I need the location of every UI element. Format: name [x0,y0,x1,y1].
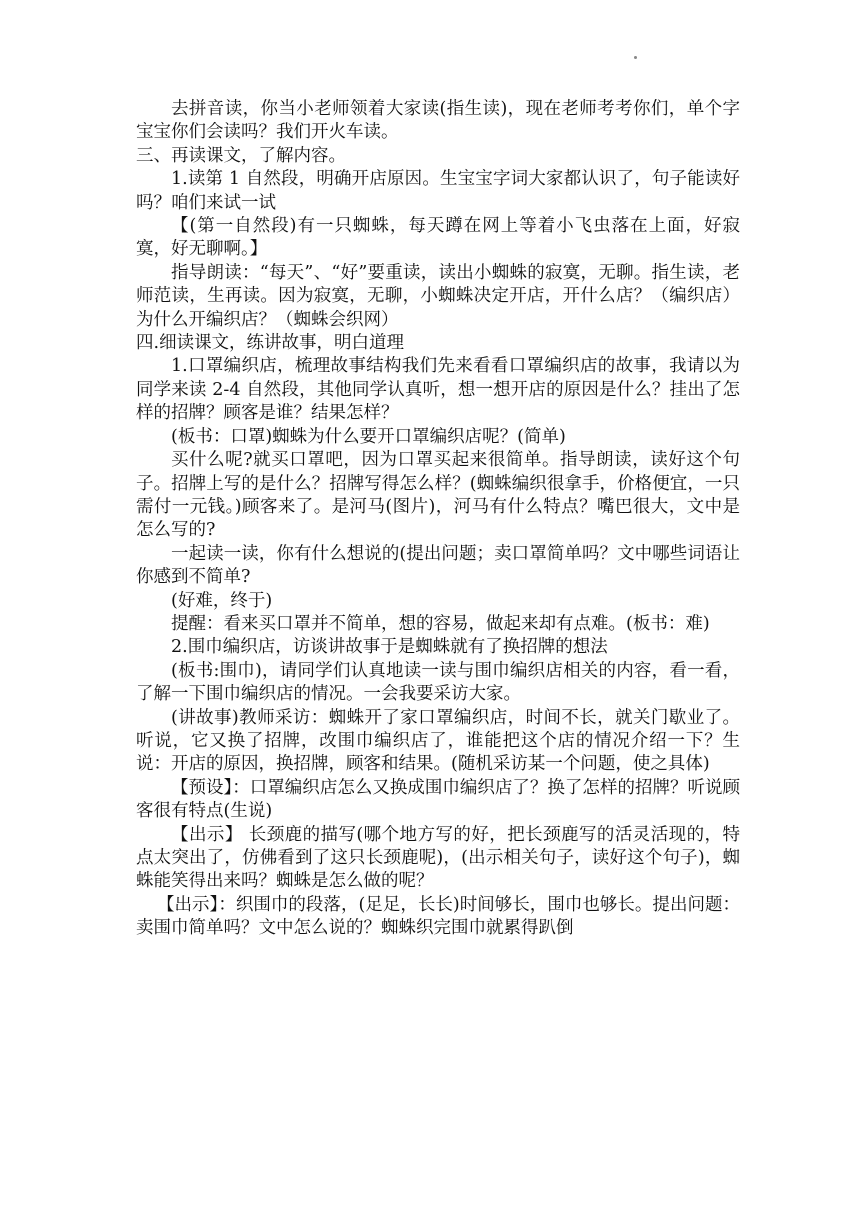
paragraph: (好难，终于) [171,590,273,611]
paragraph: (板书：口罩)蜘蛛为什么要开口罩编织店呢？(简单) [171,426,566,447]
paragraph: 2.围巾编织店，访谈讲故事于是蜘蛛就有了换招牌的想法 [171,637,608,658]
paragraph: 指导朗读：“每天”、“好”要重读，读出小蜘蛛的寂寞，无聊。指生读，老师范读，生再读。因为寂寞，无聊，小蜘蛛决定开店，开什么店？（编织店）为什么开编织店？（蜘蛛会织网） [136,262,740,330]
paragraph: 1.读第 1 自然段，明确开店原因。生宝宝字词大家都认识了，句子能读好吗？咱们来试一试 [136,169,740,213]
section-heading: 三、再读课文，了解内容。 [136,145,346,166]
section-heading: 四.细读课文，练讲故事，明白道理 [136,333,405,354]
document-body [136,98,740,941]
page-corner-dot [634,56,637,59]
paragraph: 1.口罩编织店，梳理故事结构我们先来看看口罩编织店的故事，我请以为同学来读 2-4 自然段，其他同学认真听，想一想开店的原因是什么？挂出了怎样的招牌？顾客是谁？结果怎样？ [136,356,740,424]
paragraph: 【出示】：织围巾的段落，(足足，长长)时间够长，围巾也够长。提出问题：卖围巾简单吗？文中怎么说的？蜘蛛织完围巾就累得趴倒 [136,894,740,939]
paragraph: 【预设】：口罩编织店怎么又换成围巾编织店了？换了怎样的招牌？听说顾客很有特点(生说) [136,777,740,822]
paragraph: 买什么呢?就买口罩吧，因为口罩买起来很简单。指导朗读，读好这个句子。招牌上写的是什么？招牌写得怎么样？(蜘蛛编织很拿手，价格便宜，一只需付一元钱。)顾客来了。是河马(图片)，河马有什么特点？嘴巴很大，文中是怎么写的? [136,450,740,541]
paragraph: 去拼音读，你当小老师领着大家读(指生读)，现在老师考考你们，单个字宝宝你们会读吗？我们开火车读。 [136,99,740,143]
paragraph: 【(第一自然段)有一只蜘蛛，每天蹲在网上等着小飞虫落在上面，好寂寞，好无聊啊。】 [136,216,740,260]
paragraph: (讲故事)教师采访：蜘蛛开了家口罩编织店，时间不长，就关门歇业了。听说，它又换了招牌，改围巾编织店了，谁能把这个店的情况介绍一下？生说：开店的原因，换招牌，顾客和结果。(随机采访某一个问题，使之具体) [136,707,740,775]
paragraph: 一起读一读，你有什么想说的(提出问题；卖口罩简单吗？文中哪些词语让你感到不简单? [136,543,740,588]
paragraph: 【出示】 长颈鹿的描写(哪个地方写的好，把长颈鹿写的活灵活现的，特点太突出了，仿佛看到了这只长颈鹿呢)，(出示相关句子，读好这个句子)，蜘蛛能笑得出来吗？蜘蛛是怎么做的呢？ [136,824,740,892]
paragraph: 提醒：看来买口罩并不简单，想的容易，做起来却有点难。(板书：难) [171,613,710,634]
paragraph: (板书:围巾)，请同学们认真地读一读与围巾编织店相关的内容，看一看，了解一下围巾编织店的情况。一会我要采访大家。 [136,660,740,705]
